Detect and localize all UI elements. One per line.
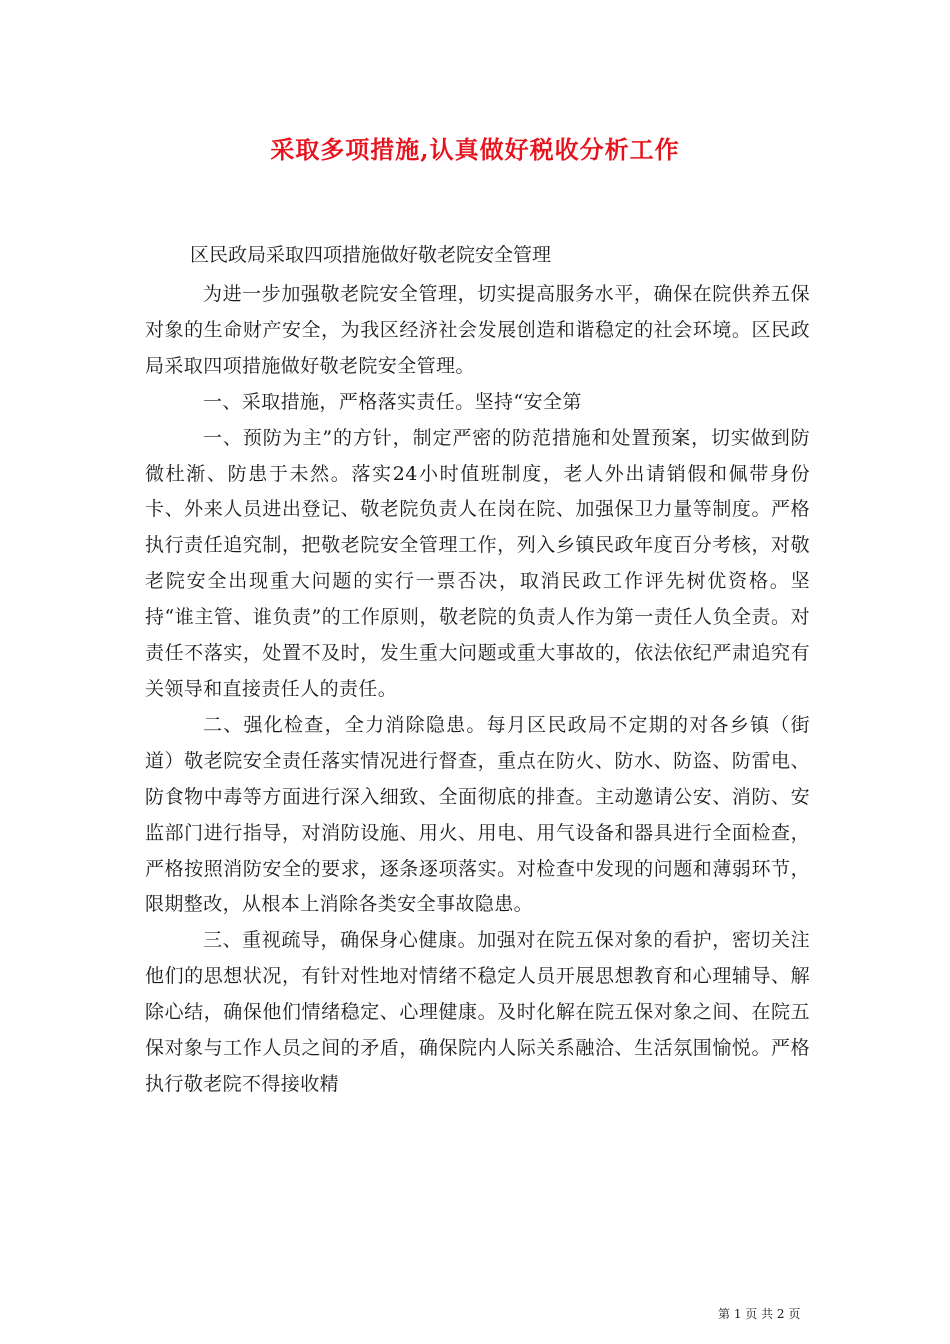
document-body — [145, 277, 810, 1103]
page-number-footer: 第 1 页 共 2 页 — [718, 1307, 801, 1321]
document-subtitle: 区民政局采取四项措施做好敬老院安全管理 — [190, 244, 552, 266]
paragraph: 一、预防为主”的方针，制定严密的防范措施和处置预案，切实做到防微杜渐、防患于未然。落实24小时值班制度，老人外出请销假和佩带身份卡、外来人员进出登记、敬老院负责人在岗在院、加强保卫力量等制度。严格执行责任追究制，把敬老院安全管理工作，列入乡镇民政年度百分考核，对敬老院安全出现重大问题的实行一票否决，取消民政工作评先树优资格。坚持“谁主管、谁负责”的工作原则，敬老院的负责人作为第一责任人负全责。对责任不落实，处置不及时，发生重大问题或重大事故的，依法依纪严肃追究有关领导和直接责任人的责任。 — [145, 426, 810, 700]
paragraph: 一、采取措施，严格落实责任。坚持“安全第 — [203, 390, 582, 413]
document-title: 采取多项措施,认真做好税收分析工作 — [270, 135, 680, 164]
paragraph: 二、强化检查，全力消除隐患。每月区民政局不定期的对各乡镇（街道）敬老院安全责任落实情况进行督查，重点在防火、防水、防盗、防雷电、防食物中毒等方面进行深入细致、全面彻底的排查。主动邀请公安、消防、安监部门进行指导，对消防设施、用火、用电、用气设备和器具进行全面检查，严格按照消防安全的要求，逐条逐项落实。对检查中发现的问题和薄弱环节，限期整改，从根本上消除各类安全事故隐患。 — [145, 713, 810, 916]
paragraph: 三、重视疏导，确保身心健康。加强对在院五保对象的看护，密切关注他们的思想状况，有针对性地对情绪不稳定人员开展思想教育和心理辅导、解除心结，确保他们情绪稳定、心理健康。及时化解在院五保对象之间、在院五保对象与工作人员之间的矛盾，确保院内人际关系融洽、生活氛围愉悦。严格执行敬老院不得接收精 — [145, 929, 810, 1095]
paragraph: 为进一步加强敬老院安全管理，切实提高服务水平，确保在院供养五保对象的生命财产安全，为我区经济社会发展创造和谐稳定的社会环境。区民政局采取四项措施做好敬老院安全管理。 — [145, 283, 810, 377]
